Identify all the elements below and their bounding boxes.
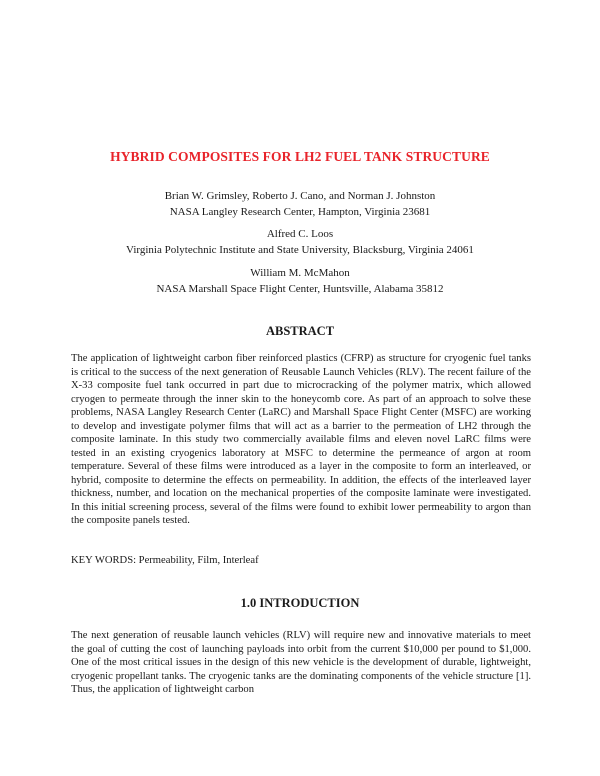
- author-group-3: [40, 266, 560, 297]
- author-group-2: [40, 227, 560, 258]
- introduction-body: The next generation of reusable launch vehicles (RLV) will require new and innovative materials to meet the goal of cutting the cost of launching payloads into orbit from the current $10,000 per pound to $1,000. One of the most critical issues in the design of this new vehicle is the development of durable, lightweight, cryogenic propellant tanks. The cryogenic tanks are the dominating components of the vehicle structure [1]. Thus, the application of lightweight carbon: [71, 630, 531, 695]
- author-names: William M. McMahon: [250, 267, 350, 279]
- abstract-heading: ABSTRACT: [265, 324, 335, 338]
- author-affiliation: NASA Langley Research Center, Hampton, Virginia 23681: [169, 205, 431, 218]
- paper-title: HYBRID COMPOSITES FOR LH2 FUEL TANK STRUCTURE: [110, 149, 490, 164]
- author-group-1: [40, 189, 560, 220]
- keywords: KEY WORDS: Permeability, Film, Interleaf: [71, 555, 259, 566]
- author-affiliation: NASA Marshall Space Flight Center, Huntsville, Alabama 35812: [156, 282, 444, 295]
- author-names: Brian W. Grimsley, Roberto J. Cano, and Norman J. Johnston: [164, 190, 436, 202]
- abstract-body: The application of lightweight carbon fiber reinforced plastics (CFRP) as structure for cryogenic fuel tanks is critical to the success of the next generation of Reusable Launch Vehicles (RLV). The recent failure of the X-33 composite fuel tank occurred in part due to microcracking of the polymer matrix, which allowed cryogen to permeate through the inner skin to the honeycomb core. As part of an approach to solve these problems, NASA Langley Research Center (LaRC) and Marshall Space Flight Center (MSFC) are working to develop and investigate polymer films that will act as a barrier to the permeation of LH2 through the composite laminate. In this study two commercially available films and eleven novel LaRC films were tested in an existing cryogenics laboratory at MSFC to determine the permeance of argon at room temperature. Several of these films were introduced as a layer in the composite to form an interleaved, or hybrid, composite to determine the effects on permeability. In addition, the effects of the interleaved layer thickness, number, and location on the mechanical properties of the composite laminate were investigated. In this initial screening process, several of the films were found to exhibit lower permeability to argon than the composite panels tested.: [71, 353, 531, 526]
- author-names: Alfred C. Loos: [266, 228, 334, 240]
- section-heading-introduction: 1.0 INTRODUCTION: [240, 596, 360, 610]
- author-affiliation: Virginia Polytechnic Institute and State University, Blacksburg, Virginia 24061: [126, 243, 474, 256]
